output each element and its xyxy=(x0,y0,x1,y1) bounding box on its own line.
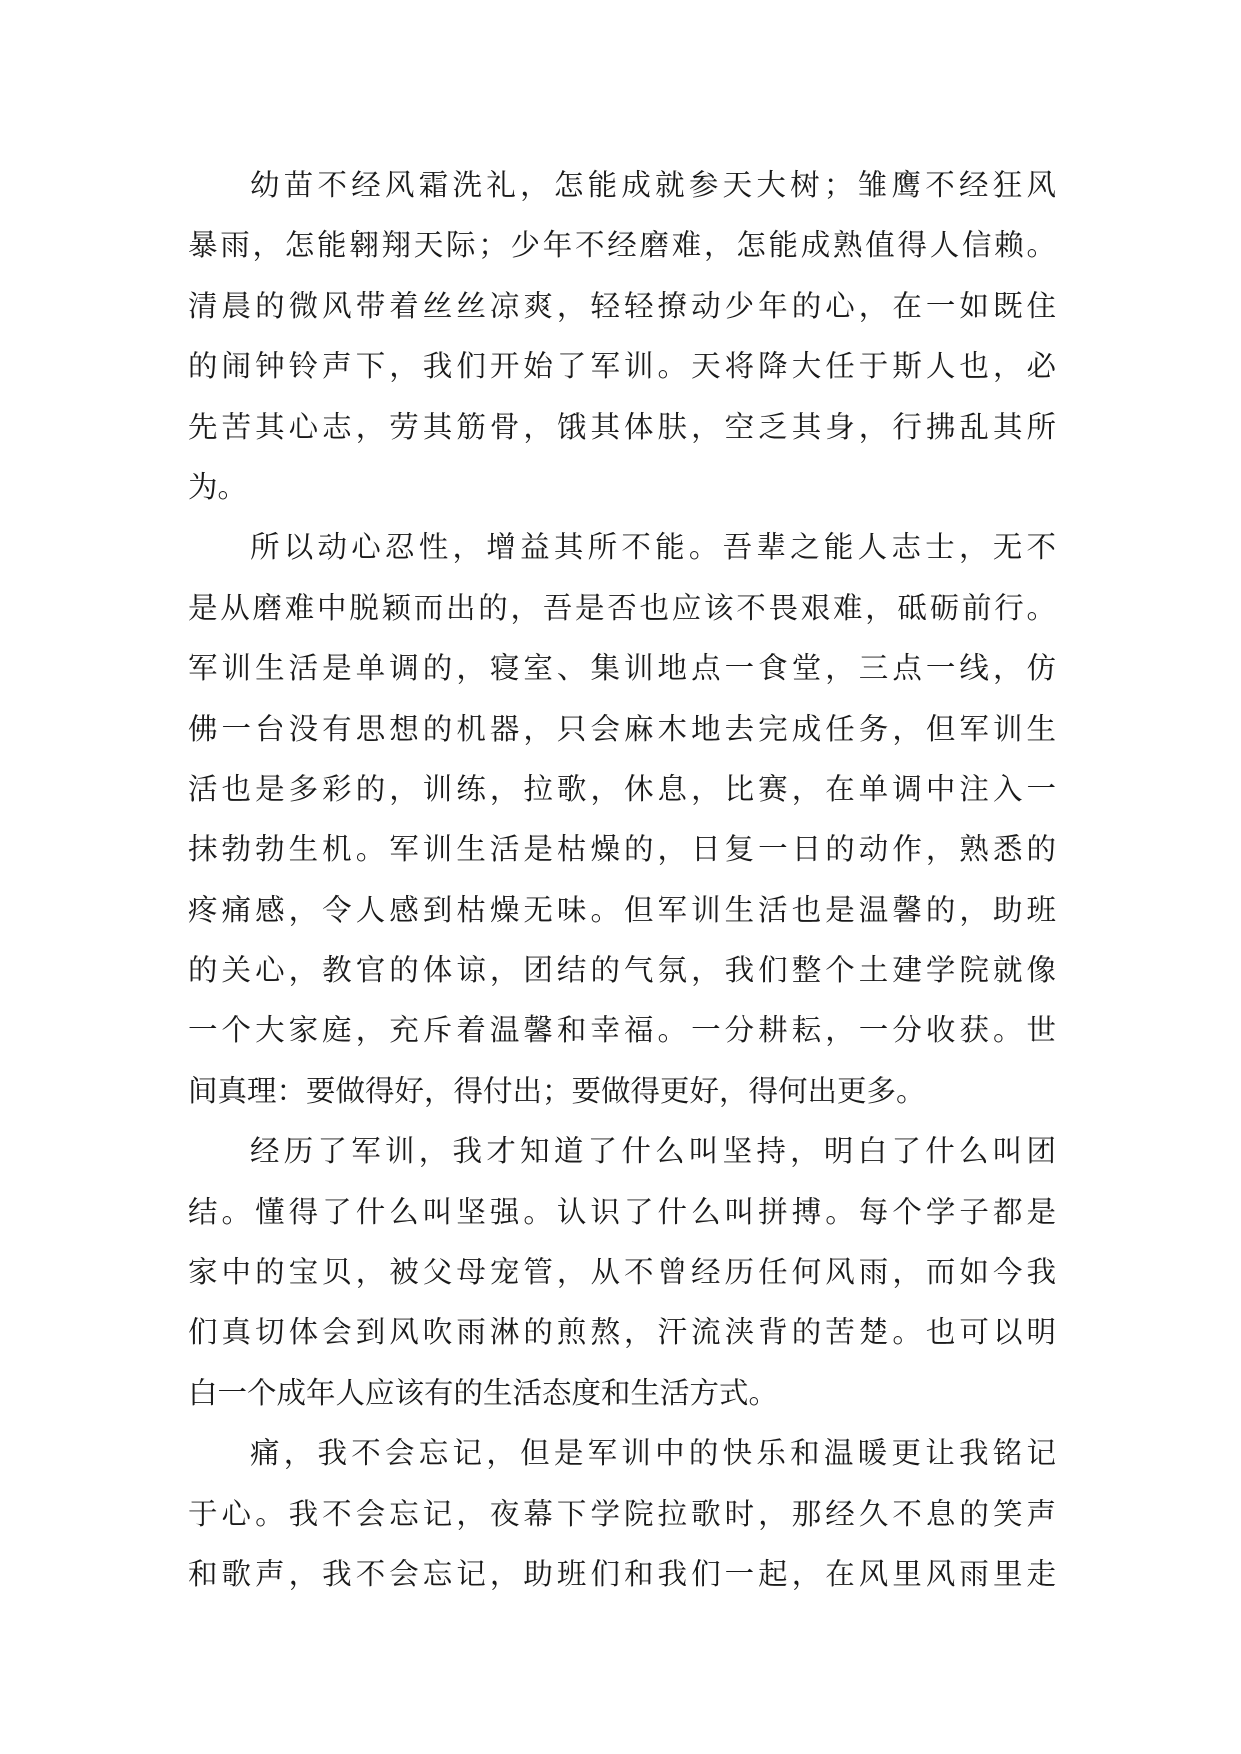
paragraph-1-line-4: 的闹钟铃声下，我们开始了军训。天将降大任于斯人也，必 xyxy=(188,349,1056,384)
paragraph-4-line-1: 痛，我不会忘记，但是军训中的快乐和温暖更让我铭记 xyxy=(250,1436,1056,1471)
paragraph-2-line-6: 抹勃勃生机。军训生活是枯燥的，日复一日的动作，熟悉的 xyxy=(188,832,1056,867)
paragraph-2-line-9: 一个大家庭，充斥着温馨和幸福。一分耕耘，一分收获。世 xyxy=(188,1013,1056,1048)
paragraph-2-line-7: 疼痛感，令人感到枯燥无味。但军训生活也是温馨的，助班 xyxy=(188,892,1056,927)
paragraph-3-line-5: 白一个成年人应该有的生活态度和生活方式。 xyxy=(188,1375,779,1410)
paragraph-2-line-1: 所以动心忍性，增益其所不能。吾辈之能人志士，无不 xyxy=(250,530,1056,565)
paragraph-3-line-2: 结。懂得了什么叫坚强。认识了什么叫拼搏。每个学子都是 xyxy=(188,1194,1056,1229)
paragraph-2-line-5: 活也是多彩的，训练，拉歌，休息，比赛，在单调中注入一 xyxy=(188,771,1056,806)
paragraph-3-line-4: 们真切体会到风吹雨淋的煎熬，汗流浃背的苦楚。也可以明 xyxy=(188,1315,1056,1350)
paragraph-1-line-5: 先苦其心志，劳其筋骨，饿其体肤，空乏其身，行拂乱其所 xyxy=(188,409,1056,444)
body-text xyxy=(188,155,1056,1604)
paragraph-2-line-3: 军训生活是单调的，寝室、集训地点一食堂，三点一线，仿 xyxy=(188,651,1056,686)
paragraph-1-line-2: 暴雨，怎能翱翔天际；少年不经磨难，怎能成熟值得人信赖。 xyxy=(188,228,1056,263)
paragraph-1-line-6: 为。 xyxy=(188,469,248,504)
paragraph-1-line-3: 清晨的微风带着丝丝凉爽，轻轻撩动少年的心，在一如既住 xyxy=(188,288,1056,323)
paragraph-2-line-10: 间真理：要做得好，得付出；要做得更好，得何出更多。 xyxy=(188,1073,926,1108)
paragraph-2-line-2: 是从磨难中脱颖而出的，吾是否也应该不畏艰难，砥砺前行。 xyxy=(188,590,1056,625)
paragraph-4-line-2: 于心。我不会忘记，夜幕下学院拉歌时，那经久不息的笑声 xyxy=(188,1496,1056,1531)
paragraph-3-line-1: 经历了军训，我才知道了什么叫坚持，明白了什么叫团 xyxy=(250,1134,1056,1169)
paragraph-2-line-4: 佛一台没有思想的机器，只会麻木地去完成任务，但军训生 xyxy=(188,711,1056,746)
paragraph-1-line-1: 幼苗不经风霜洗礼，怎能成就参天大树；雏鹰不经狂风 xyxy=(250,168,1056,202)
paragraph-3-line-3: 家中的宝贝，被父母宠管，从不曾经历任何风雨，而如今我 xyxy=(188,1255,1056,1290)
paragraph-4-line-3: 和歌声，我不会忘记，助班们和我们一起，在风里风雨里走 xyxy=(188,1556,1056,1591)
paragraph-2-line-8: 的关心，教官的体谅，团结的气氛，我们整个土建学院就像 xyxy=(188,953,1056,988)
